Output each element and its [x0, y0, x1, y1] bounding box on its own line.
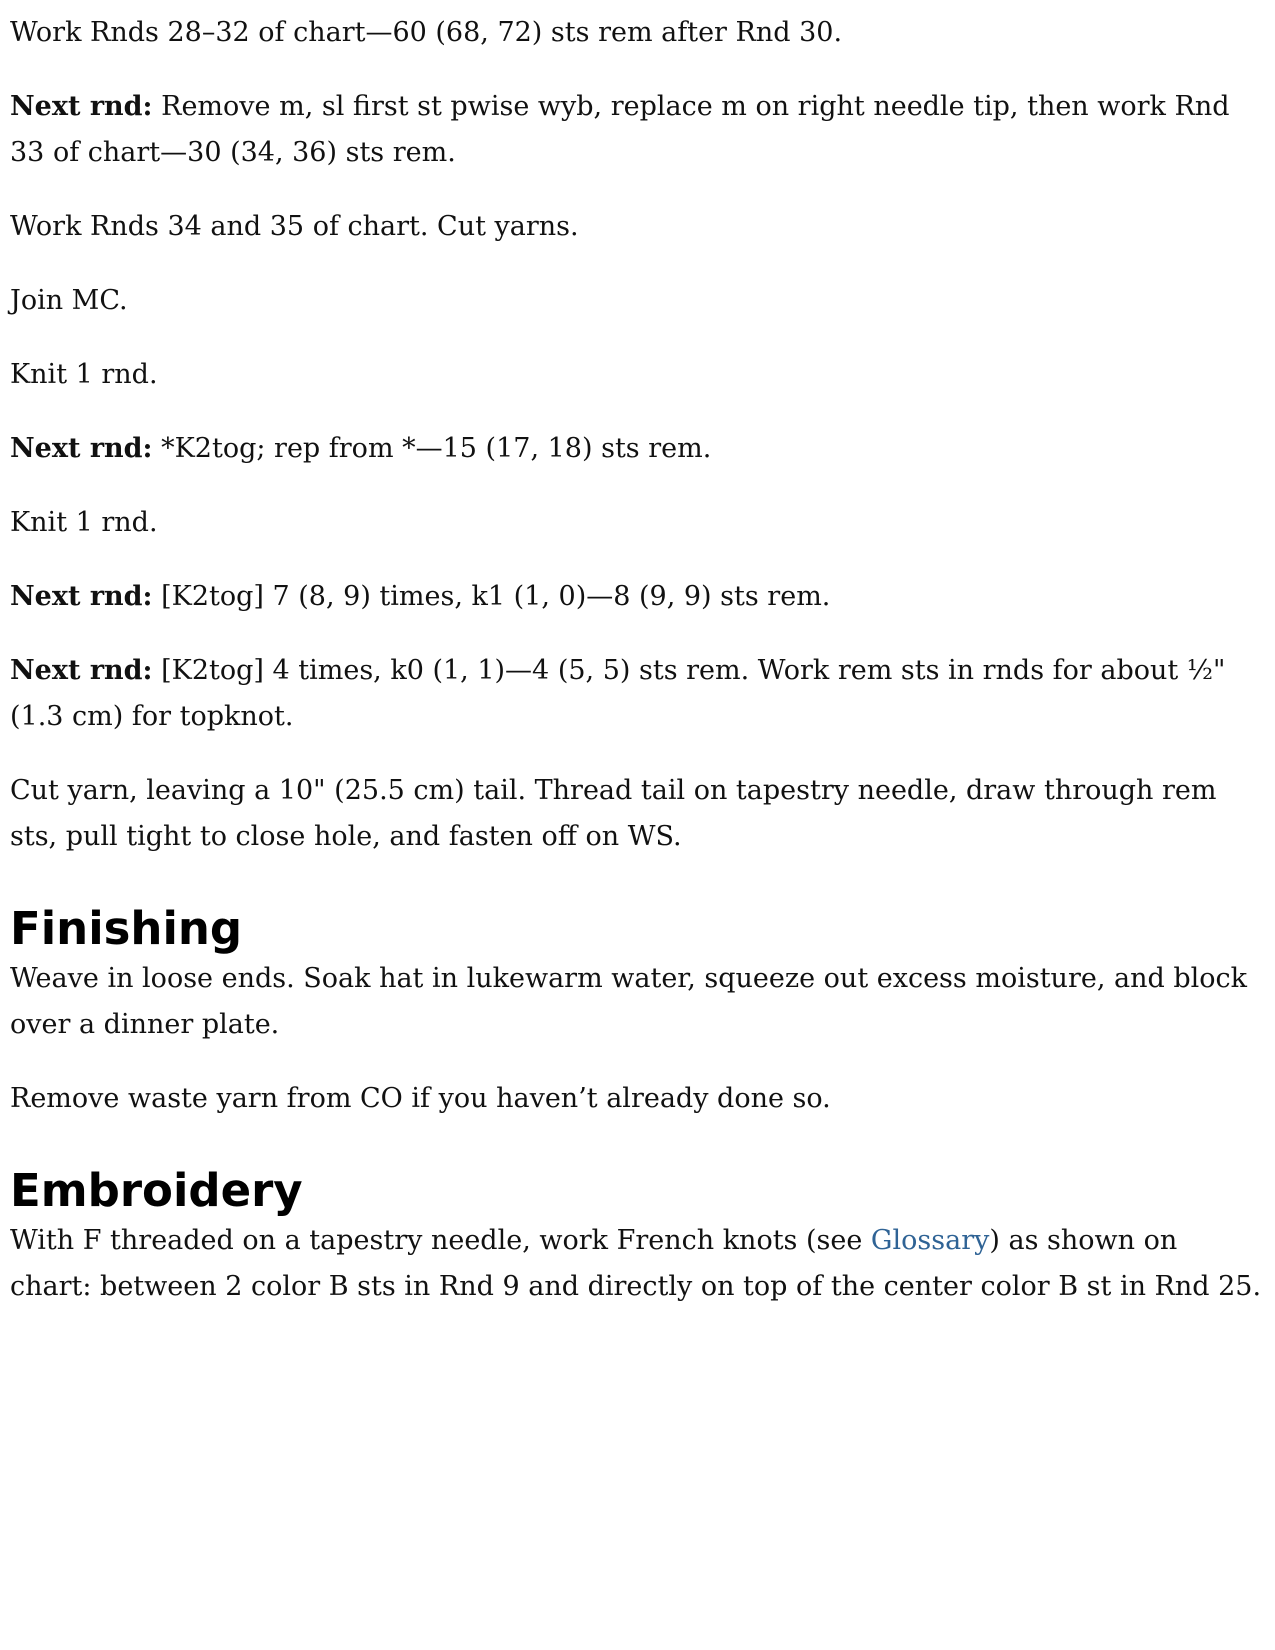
instruction-paragraph — [10, 10, 1262, 56]
instruction-paragraph — [10, 426, 1262, 472]
finishing-paragraph — [10, 1076, 1262, 1122]
finishing-heading: Finishing — [10, 902, 243, 955]
embroidery-paragraph — [10, 1218, 1262, 1310]
round-label: Next rnd: — [10, 433, 153, 464]
instruction-paragraph — [10, 84, 1262, 176]
paragraph-text: Knit 1 rnd. — [10, 359, 158, 390]
paragraph-text: ) as shown on chart: between 2 color B sts in Rnd 9 and directly on top of the center color B st in Rnd 25. — [10, 1225, 1262, 1302]
embroidery-heading: Embroidery — [10, 1164, 303, 1217]
paragraph-text: Remove waste yarn from CO if you haven’t already done so. — [10, 1083, 831, 1114]
paragraph-text: [K2tog] 7 (8, 9) times, k1 (1, 0)—8 (9, 9) sts rem. — [152, 581, 831, 612]
instruction-paragraph — [10, 648, 1262, 740]
paragraph-text: Work Rnds 34 and 35 of chart. Cut yarns. — [10, 211, 579, 242]
paragraph-text: Weave in loose ends. Soak hat in lukewarm water, squeeze out excess moisture, and block over a dinner plate. — [10, 963, 1248, 1040]
paragraph-text: Join MC. — [10, 285, 128, 316]
glossary-link[interactable]: Glossary — [870, 1225, 990, 1256]
document-page — [10, 10, 1262, 1338]
round-label: Next rnd: — [10, 91, 153, 122]
round-label: Next rnd: — [10, 581, 153, 612]
paragraph-text: With F threaded on a tapestry needle, work French knots (see — [10, 1225, 871, 1256]
instruction-paragraph — [10, 204, 1262, 250]
paragraph-text: *K2tog; rep from *—15 (17, 18) sts rem. — [152, 433, 712, 464]
paragraph-text: Cut yarn, leaving a 10" (25.5 cm) tail. Thread tail on tapestry needle, draw through rem sts, pull tight to close hole, and fasten off on WS. — [10, 775, 1217, 852]
instruction-paragraph — [10, 278, 1262, 324]
instruction-paragraph — [10, 352, 1262, 398]
instruction-paragraph — [10, 500, 1262, 546]
round-label: Next rnd: — [10, 655, 153, 686]
paragraph-text: Work Rnds 28–32 of chart—60 (68, 72) sts rem after Rnd 30. — [10, 17, 843, 48]
paragraph-text: Remove m, sl first st pwise wyb, replace m on right needle tip, then work Rnd 33 of chart—30 (34, 36) sts rem. — [10, 91, 1230, 168]
paragraph-text: Knit 1 rnd. — [10, 507, 158, 538]
finishing-paragraph — [10, 956, 1262, 1048]
paragraph-text: [K2tog] 4 times, k0 (1, 1)—4 (5, 5) sts rem. Work rem sts in rnds for about ½" (1.3 cm) for topknot. — [10, 655, 1226, 732]
instruction-paragraph — [10, 574, 1262, 620]
instruction-paragraph — [10, 768, 1262, 860]
